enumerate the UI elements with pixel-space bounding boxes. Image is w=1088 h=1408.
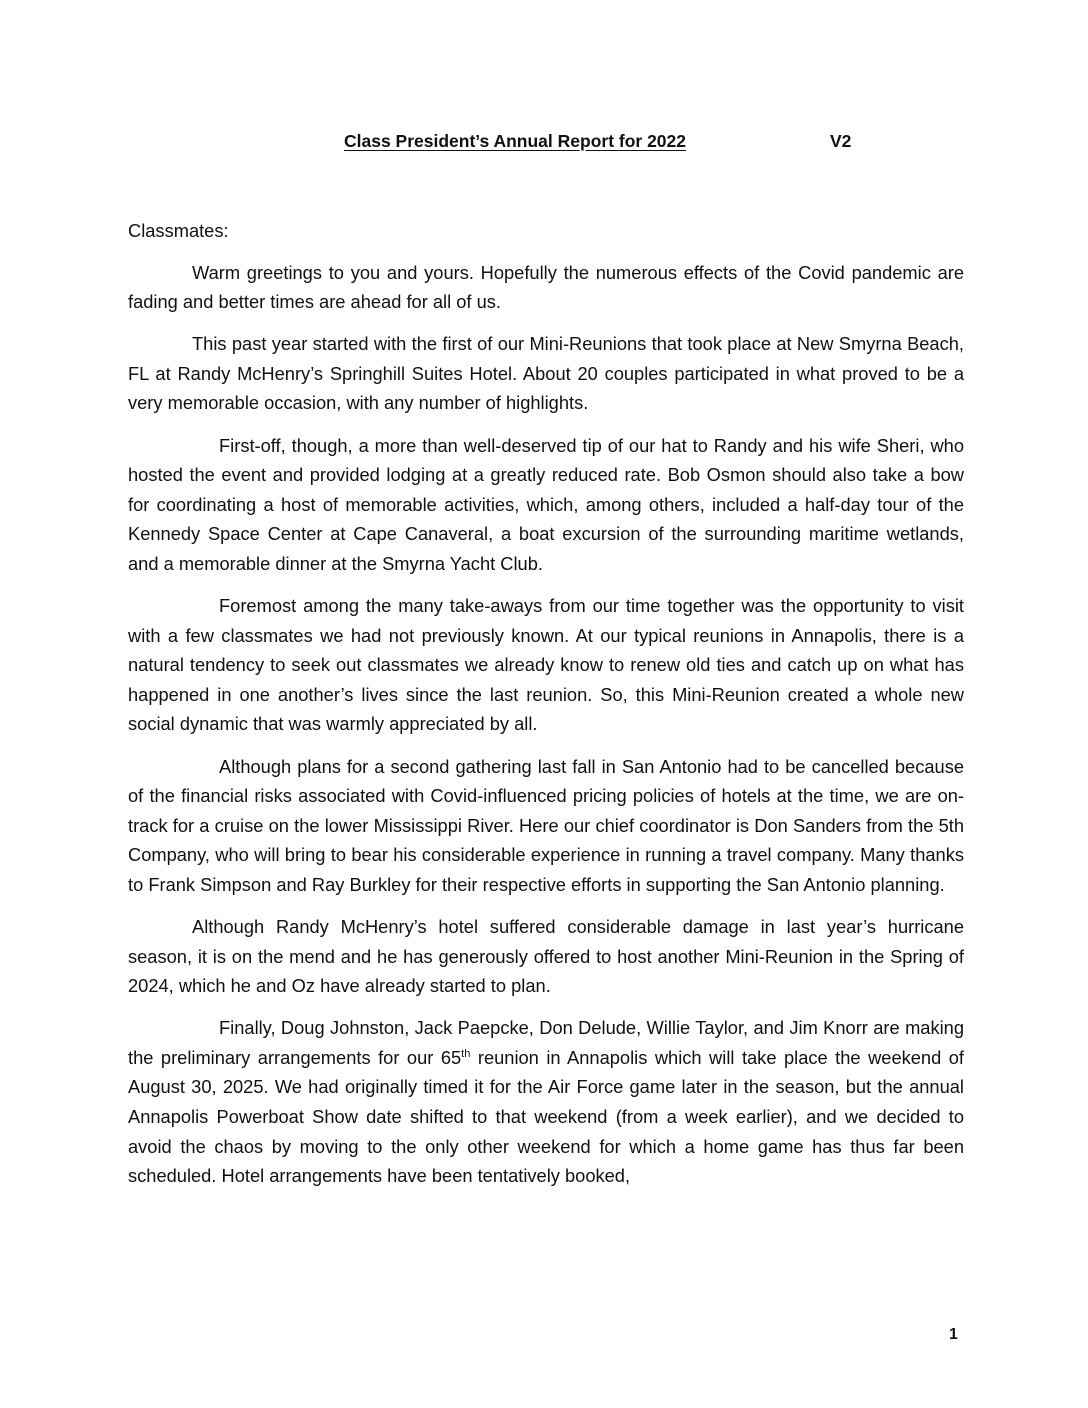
paragraph-65th-reunion-end: reunion in Annapolis which will take place the weekend of August 30, 2025. We had originally timed it for the Air Force game later in the season, but the annual Annapolis Powerboat Show date shifted to that weekend (from a week earlier), and we decided to avoid the chaos by moving to the only other weekend for which a home game has thus far been scheduled. Hotel arrangements have been tentatively booked, [128, 1046, 965, 1187]
version-label: V2 [830, 131, 852, 151]
paragraph-takeaways: Foremost among the many take-aways from our time together was the opportunity to visit with a few classmates we had not previously known. At our typical reunions in Annapolis, there is a natural tendency to seek out classmates we already know to renew old ties and catch up on what has happened in one another’s lives since the last reunion. So, this Mini-Reunion created a whole new social dynamic that was warmly appreciated by all. [128, 595, 964, 735]
ordinal-suffix: th [461, 1047, 471, 1060]
paragraph-thanks-hosts: First-off, though, a more than well-deserved tip of our hat to Randy and his wife Sheri, who hosted the event and provided lodging at a greatly reduced rate. Bob Osmon should also take a bow for coordinating a host of memorable activities, which, among others, included a half-day tour of the Kennedy Space Center at Cape Canaveral, a boat excursion of the surrounding maritime wetlands, and a memorable dinner at the Smyrna Yacht Club. [128, 434, 964, 574]
salutation: Classmates: [128, 220, 229, 241]
paragraph-hurricane: Although Randy McHenry’s hotel suffered considerable damage in last year’s hurricane season, it is on the mend and he has generously offered to host another Mini-Reunion in the Spring of 2024, which he and Oz have already started to plan. [128, 915, 964, 997]
title-row [344, 131, 864, 157]
paragraph-san-antonio: Although plans for a second gathering last fall in San Antonio had to be cancelled because of the financial risks associated with Covid-influenced pricing policies of hotels at the time, we are on-track for a cruise on the lower Mississippi River. Here our chief coordinator is Don Sanders from the 5th Company, who will bring to bear his considerable experience in running a travel company. Many thanks to Frank Simpson and Ray Burkley for their respective efforts in supporting the San Antonio planning. [128, 755, 964, 895]
paragraph-greetings: Warm greetings to you and yours. Hopefully the numerous effects of the Covid pandemic are fading and better times are ahead for all of us. [128, 261, 964, 313]
document-body [128, 216, 964, 1203]
paragraph-65th-reunion [128, 1013, 964, 1191]
paragraph-mini-reunion: This past year started with the first of our Mini-Reunions that took place at New Smyrna Beach, FL at Randy McHenry’s Springhill Suites Hotel. About 20 couples participated in what proved to be a very memorable occasion, with any number of highlights. [128, 333, 964, 414]
document-title: Class President’s Annual Report for 2022 [344, 131, 687, 151]
page-number: 1 [949, 1326, 958, 1343]
paragraph-65th-reunion-start: Finally, Doug Johnston, Jack Paepcke, Don Delude, Willie Taylor, and Jim Knorr are making the preliminary arrangements for our 65 [128, 1017, 964, 1068]
